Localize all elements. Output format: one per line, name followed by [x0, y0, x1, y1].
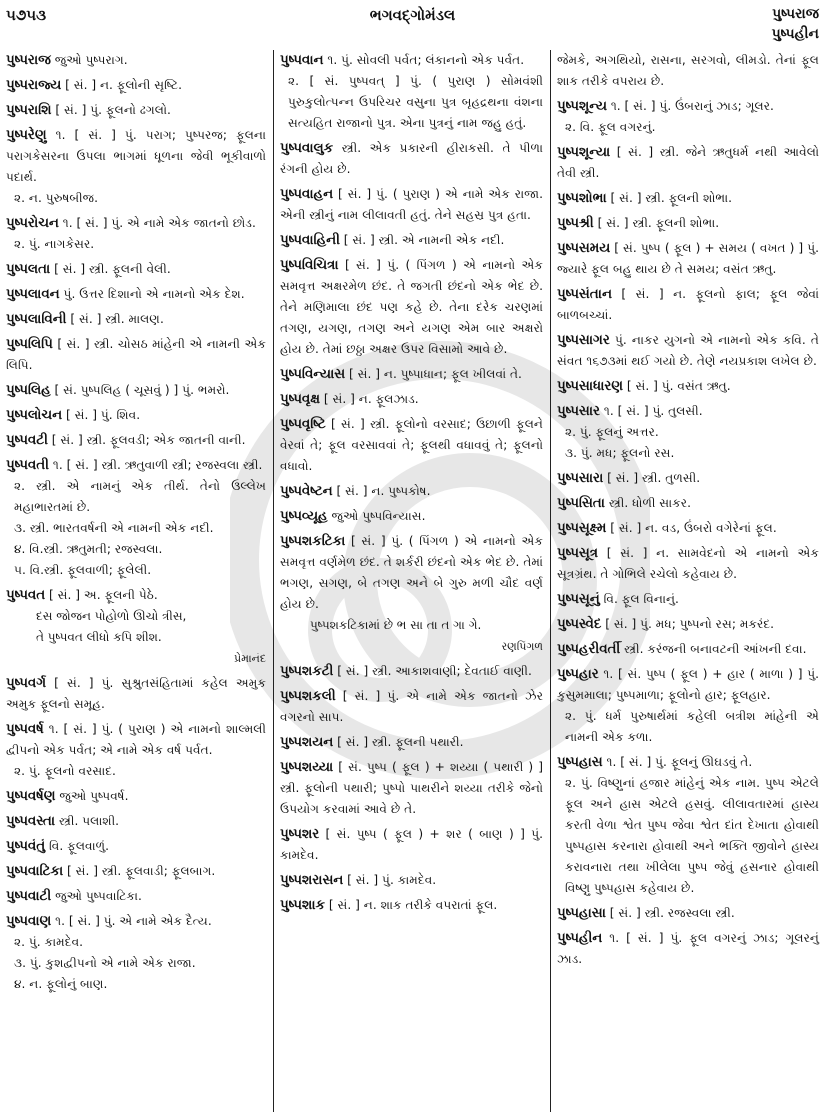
dictionary-entry	[557, 493, 819, 514]
definition: જુઓ પુષ્પરાગ.	[54, 53, 128, 67]
definition: [ સં. ] સ્ત્રી. જેને ઋતુધર્મ નથી આવેલો તેવી સ્ત્રી.	[557, 145, 820, 180]
headword: પુષ્પહરીવર્તી	[557, 642, 621, 657]
headword: પુષ્પવિન્યાસ	[280, 367, 346, 382]
dictionary-entry	[280, 824, 543, 866]
headword: પુષ્પલિહ	[6, 383, 51, 398]
dictionary-entry	[280, 531, 543, 657]
dictionary-entry	[6, 585, 266, 669]
sense: ૨. પું. વિષ્ણુનાં હજાર માંહેનું એક નામ. પુષ્પ એટલે ફૂલ અને હાસ એટલે હસવું. લીલાવતારમાં હાસ્ય કરતી વેળા શ્વેત પુષ્પ જેવા શ્વેત દાંત દેખાતા હોવાથી પુષ્પહાસ કરનારા હોવાથી અને ભક્તિ જીવોને હાસ્ય કરાવનારા તથા ખીલેલા પુષ્પ જેવું હસનાર હોવાથી વિષ્ણુ પુષ્પહાસ કહેવાય છે.	[565, 776, 819, 895]
definition: [ સં. ] ન. પુષ્પકોષ.	[336, 484, 431, 498]
quote-source: પ્રેમાનંદ	[234, 652, 266, 665]
headword: પુષ્પસમય	[557, 241, 611, 256]
dictionary-entry	[280, 50, 543, 134]
definition: [ સં. ] સ્ત્રી. ફૂલની પથારી.	[337, 735, 464, 749]
sense: ૩. પું. કુશદ્વીપનો એ નામે એક રાજા.	[14, 956, 196, 970]
headword: પુષ્પવત	[6, 588, 46, 603]
definition: સ્ત્રી. ધોળી સાકર.	[608, 496, 691, 510]
definition: પું. નાકર યુગનો એ નામનો એક કવિ. તે સંવત ૧૬૭૩માં થઈ ગયો છે. તેણે નયપ્રકાશ લખેલ છે.	[557, 333, 819, 368]
definition: [ સં. ] સ્ત્રી. એ નામની એક નદી.	[343, 233, 505, 247]
dictionary-entry	[557, 238, 819, 280]
headword: પુષ્પવર્ગ	[6, 676, 47, 691]
definition: [ સં. પુષ્પ ( ફૂલ ) + શર ( બાણ ) ] પું. કામદેવ.	[280, 827, 543, 862]
headword: પુષ્પશકટી	[280, 664, 334, 679]
headword: પુષ્પવર્ષણ	[6, 789, 56, 804]
dictionary-entry	[6, 811, 266, 832]
dictionary-entry	[6, 673, 266, 715]
headword: પુષ્પરાજ્ય	[6, 78, 62, 93]
headword: પુષ્પસાર	[557, 404, 600, 419]
dictionary-entry	[280, 732, 543, 753]
dictionary-entry	[6, 380, 266, 401]
dictionary-entry	[6, 50, 266, 71]
column-1	[0, 50, 272, 1112]
headword: પુષ્પવંતું	[6, 839, 46, 854]
headword: પુષ્પસ્વેદ	[557, 617, 602, 632]
definition: [ સં. ] સ્ત્રી. માલણ.	[70, 312, 164, 326]
dictionary-entry	[6, 719, 266, 782]
headword: પુષ્પલાવિની	[6, 312, 67, 327]
dictionary-entry	[280, 364, 543, 385]
dictionary-entry	[280, 506, 543, 527]
headword: પુષ્પવટી	[6, 433, 48, 448]
dictionary-entry	[557, 330, 819, 372]
headword: પુષ્પશૂન્ય	[557, 99, 607, 114]
dictionary-entry	[6, 405, 266, 426]
sense: ૨. પું. ફૂલનું અત્તર.	[565, 425, 659, 439]
headword: પુષ્પવાલુક	[280, 141, 334, 156]
headword: પુષ્પશકલી	[280, 689, 336, 704]
dictionary-entry	[6, 259, 266, 280]
dictionary-entry	[6, 886, 266, 907]
definition: [ સં. ] સ્ત્રી. તુળસી.	[607, 471, 701, 485]
definition: ૧. [ સં. ] પું. ( પુરાણ ) એ નામનો શાલ્મલી દ્વીપનો એક પર્વત; એ નામે એક વર્ષ પર્વત.	[6, 722, 267, 757]
headword: પુષ્પસાધારણ	[557, 379, 623, 394]
quote-source-line	[6, 648, 266, 669]
headword: પુષ્પસારા	[557, 471, 604, 486]
column-3	[550, 50, 825, 1112]
dictionary-entry	[557, 664, 819, 748]
sense: ૨. વિ. ફૂલ વગરનું.	[565, 120, 656, 134]
dictionary-entry	[557, 903, 819, 924]
dictionary-entry	[557, 376, 819, 397]
sense: ૨. સ્ત્રી. એ નામનું એક તીર્થ. તેનો ઉલ્લેખ મહાભારતમાં છે.	[14, 479, 266, 514]
guide-word-last: પુષ્પહીન	[771, 26, 819, 42]
quote-source-line	[280, 636, 543, 657]
headword: પુષ્પસૂત્ર	[557, 546, 599, 561]
definition: [ સં. ] સ્ત્રી. રજસ્વલા સ્ત્રી.	[609, 906, 735, 920]
dictionary-entry	[557, 213, 819, 234]
dictionary-entry	[557, 96, 819, 138]
dictionary-entry	[6, 786, 266, 807]
definition: સ્ત્રી. એક પ્રકારની હીરાકસી. તે પીળા રંગની હોય છે.	[280, 141, 543, 176]
definition: ૧. [ સં. ] પું. ફૂલનું ઊઘડવું તે.	[606, 755, 753, 769]
headword: પુષ્પવાટી	[6, 889, 52, 904]
definition: [ સં. ] સ્ત્રી. ફૂલવાડી; ફૂલબાગ.	[67, 864, 216, 878]
entry-continuation	[557, 50, 819, 92]
dictionary-entry	[557, 284, 819, 326]
headword: પુષ્પહીન	[557, 931, 603, 946]
definition: [ સં. ] ન. પુષ્પાધાન; ફૂલ ખીલવાં તે.	[348, 367, 522, 381]
dictionary-entry	[280, 481, 543, 502]
headword: પુષ્પસૂક્ષ્મ	[557, 521, 607, 536]
sense: ૨. પું. કામદેવ.	[14, 935, 84, 949]
dictionary-entry	[6, 430, 266, 451]
dictionary-entry	[6, 100, 266, 121]
sense: ૨. પું. નાગકેસર.	[14, 237, 95, 251]
dictionary-entry	[280, 184, 543, 226]
dictionary-entry	[280, 661, 543, 682]
dictionary-entry	[557, 518, 819, 539]
definition: [ સં. ] પું. ફૂલનો ઢગલો.	[55, 103, 171, 117]
dictionary-entry	[280, 230, 543, 251]
definition: જેમકે, અગથિયો, રાસના, સરગવો, લીમડો. તેનાં ફૂલ શાક તરીકે વપરાય છે.	[557, 53, 819, 88]
definition: વિ. ફૂલ વિનાનું.	[603, 592, 679, 606]
guide-words	[772, 4, 819, 44]
headword: પુષ્પલિપિ	[6, 337, 53, 352]
dictionary-entry	[280, 895, 543, 916]
dictionary-entry	[557, 928, 819, 970]
dictionary-entry	[6, 455, 266, 581]
quote-line: તે પુષ્પવત લીધો કપિ શીશ.	[36, 630, 162, 644]
headword: પુષ્પશ્રી	[557, 216, 594, 231]
columns	[0, 50, 825, 1112]
headword: પુષ્પવેષ્ટન	[280, 484, 333, 499]
definition: [ સં. ] સ્ત્રી. ફૂલોનો વરસાદ; ઉછાળી ફૂલને વેરવાં તે; ફૂલ વરસાવવાં તે; ફૂલથી વધાવવું તે; ફૂલનો વધાવો.	[280, 417, 543, 473]
dictionary-entry	[557, 188, 819, 209]
headword: પુષ્પસિતા	[557, 496, 605, 511]
definition: [ સં. ] પું. ( પિંગળ ) એ નામનો એક સમવૃત્ત વર્ણમેળ છંદ. તે શર્કરી છંદનો એક ભેદ છે. તેમાં ભગણ, સગણ, બે તગણ અને બે ગુરુ મળી ચૌદ વર્ણ હોય છે.	[280, 534, 543, 611]
definition: પું. ઉત્તર દિશાનો એ નામનો એક દેશ.	[63, 287, 245, 301]
headword: પુષ્પરેણુ	[6, 128, 47, 143]
definition: વિ. ફૂલવાળું.	[49, 839, 110, 853]
dictionary-entry	[280, 757, 543, 820]
definition: ૧. [ સં. ] પું. ફૂલ વગરનું ઝાડ; ગૂલરનું ઝાડ.	[557, 931, 820, 966]
definition: [ સં. પુષ્પ ( ફૂલ ) + સમય ( વખત ) ] પું. જ્યારે ફૂલ બહુ થાય છે તે સમય; વસંત ઋતુ.	[557, 241, 819, 276]
headword: પુષ્પસાગર	[557, 333, 610, 348]
definition: ૧. [ સં. ] પું. પરાગ; પુષ્પરજ; ફૂલના પરાગકેસરના ઉપલા ભાગમાં ધૂળના જેવી ભૂકીવાળો પદાર્થ.	[6, 128, 266, 184]
page-number: ૫૭૫૩	[6, 6, 47, 24]
sense: ૫. વિ.સ્ત્રી. ફૂલવાળી; ફૂલેલી.	[14, 563, 152, 577]
headword: પુષ્પશય્યા	[280, 760, 334, 775]
definition: જુઓ પુષ્પવર્ષ.	[59, 789, 129, 803]
headword: પુષ્પવાન	[280, 53, 324, 68]
headword: પુષ્પસંતાન	[557, 287, 612, 302]
dictionary-entry	[557, 543, 819, 585]
dictionary-entry	[6, 911, 266, 995]
definition: [ સં. ] સ્ત્રી. આકાશવાણી; દેવતાઈ વાણી.	[337, 664, 532, 678]
headword: પુષ્પશાક	[280, 898, 325, 913]
definition: [ સં. ] પું. ( પિંગળ ) એ નામનો એક સમવૃત્ત અક્ષરમેળ છંદ. તે જગતી છંદનો એક ભેદ છે. તેને મણિમાલા છંદ પણ કહે છે. તેના દરેક ચરણમાં તગણ, યગણ, તગણ અને યગણ એમ બાર અક્ષરો હોય છે. તેમાં છઠ્ઠા અક્ષર ઉપર વિસામો આવે છે.	[280, 258, 543, 356]
definition: [ સં. ] ન. ફૂલનો ફાલ; ફૂલ જેવાં બાળબચ્ચાં.	[557, 287, 820, 322]
definition: [ સં. ] પું. એ નામે એક જાતનો ઝેર વગરનો સાપ.	[280, 689, 543, 724]
headword: પુષ્પહાસ	[557, 755, 603, 770]
definition: [ સં. ] ન. ફૂલોની સૃષ્ટિ.	[65, 78, 182, 92]
definition: ૧. [ સં. ] પું. એ નામે એક જાતનો છોડ.	[62, 216, 256, 230]
headword: પુષ્પવૃષ્ટિ	[280, 417, 326, 432]
dictionary-entry	[557, 401, 819, 464]
headword: પુષ્પવૃક્ષ	[280, 392, 320, 407]
page-header	[0, 0, 825, 48]
dictionary-entry	[557, 639, 819, 660]
quote-line: દસ જોજન પોહોળો ઊચો ત્રીસ,	[36, 609, 187, 623]
definition: [ સં. ] પું. વસંત ઋતુ.	[626, 379, 731, 393]
quote-source: રણપિંગળ	[501, 640, 543, 653]
sense: ૨. [ સં. પુષ્પવત્ ] પું. ( પુરાણ ) સોમવંશી પુરુકુલોત્પન્ન ઉપરિચર વસુના પુત્ર બૃહદ્રથના વંશના સત્યહિત રાજાનો પુત્ર. એના પુત્રનું નામ જહુ હતું.	[288, 74, 543, 130]
headword: પુષ્પશકટિકા	[280, 534, 346, 549]
definition: [ સં. ] ન. સામવેદનો એ નામનો એક સૂત્રગ્રંથ. તે ગોભિલે રચેલો કહેવાય છે.	[557, 546, 819, 581]
dictionary-entry	[6, 284, 266, 305]
definition: ૧. [ સં. પુષ્પ ( ફૂલ ) + હાર ( માળા ) ] પું. કુસુમમાલા; પુષ્પમાળા; ફૂલોનો હાર; ફૂલહાર.	[557, 667, 820, 702]
sense: ૩. પું. મધ; ફૂલનો રસ.	[565, 446, 675, 460]
dictionary-entry	[280, 255, 543, 360]
dictionary-entry	[6, 75, 266, 96]
dictionary-entry	[6, 836, 266, 857]
definition: [ સં. ] ન. ફૂલઝાડ.	[323, 392, 419, 406]
dictionary-entry	[557, 752, 819, 899]
dictionary-entry	[280, 414, 543, 477]
dictionary-entry	[6, 309, 266, 330]
running-title: ભગવદ્ગોમંડલ	[369, 6, 456, 24]
definition: [ સં. ] સ્ત્રી. ફૂલની વેલી.	[54, 262, 171, 276]
definition: સ્ત્રી. પલાશી.	[58, 814, 120, 828]
sense: ૨. પું. ધર્મ પુરુષાર્થમાં કહેલી બત્રીશ માંહેની એ નામની એક કળા.	[565, 709, 819, 744]
headword: પુષ્પશૂન્યા	[557, 145, 611, 160]
definition: [ સં. ] ન. વડ, ઉંબરો વગેરેનાં ફૂલ.	[610, 521, 777, 535]
headword: પુષ્પવાહન	[280, 187, 334, 202]
definition: સ્ત્રી. કરંજની બનાવટની આંખની દવા.	[624, 642, 807, 656]
sense: ૨. ન. પુરુષબીજ.	[14, 191, 99, 205]
definition: [ સં. ] પું. શિવ.	[65, 408, 141, 422]
dictionary-entry	[280, 870, 543, 891]
dictionary-entry	[280, 686, 543, 728]
headword: પુષ્પશરાસન	[280, 873, 344, 888]
definition: [ સં. ] સ્ત્રી. ફૂલની શોભા.	[597, 216, 720, 230]
sense: ૨. પું. ફૂલનો વરસાદ.	[14, 764, 116, 778]
definition: [ સં. ] પું. કામદેવ.	[347, 873, 437, 887]
sense: ૪. વિ.સ્ત્રી. ઋતુમતી; રજસ્વલા.	[14, 542, 163, 556]
dictionary-entry	[6, 125, 266, 209]
definition: [ સં. પુષ્પ ( ફૂલ ) + શય્યા ( પથારી ) ] સ્ત્રી. ફૂલોની પથારી; પુષ્પો પાથરીને શય્યા તરીકે જેનો ઉપયોગ કરવામાં આવે છે તે.	[280, 760, 543, 816]
definition: [ સં. ] પું. ( પુરાણ ) એ નામે એક રાજા. એની સ્ત્રીનું નામ લીલાવતી હતું. તેને સહસ્ર પુત્ર હતા.	[280, 187, 544, 222]
dictionary-entry	[557, 614, 819, 635]
sense: ૩. સ્ત્રી. ભારતવર્ષની એ નામની એક નદી.	[14, 521, 214, 535]
definition: [ સં. ] સ્ત્રી. ચોસઠ માંહેની એ નામની એક લિપિ.	[6, 337, 266, 372]
headword: પુષ્પશર	[280, 827, 320, 842]
headword: પુષ્પરાજ	[6, 53, 51, 68]
headword: પુષ્પશયન	[280, 735, 334, 750]
definition: ૧. [ સં. ] સ્ત્રી. ઋતુવાળી સ્ત્રી; રજસ્વલા સ્ત્રી.	[52, 458, 263, 472]
definition: ૧. [ સં. ] પું. એ નામે એક દૈત્ય.	[55, 914, 212, 928]
dictionary-entry	[557, 468, 819, 489]
dictionary-entry	[557, 589, 819, 610]
definition: જુઓ પુષ્પવાટિકા.	[55, 889, 142, 903]
dictionary-entry	[557, 142, 819, 184]
headword: પુષ્પલોચન	[6, 408, 63, 423]
headword: પુષ્પસૂનું	[557, 592, 600, 607]
headword: પુષ્પવતી	[6, 458, 49, 473]
column-2	[273, 50, 549, 1112]
sense: ૪. ન. ફૂલોનું બાણ.	[14, 977, 108, 991]
definition: [ સં. ] પું. મધ; પુષ્પનો રસ; મકરંદ.	[605, 617, 775, 631]
headword: પુષ્પવાણ	[6, 914, 52, 929]
headword: પુષ્પહાસા	[557, 906, 606, 921]
dictionary-entry	[6, 213, 266, 255]
definition: [ સં. ] સ્ત્રી. ફૂલની શોભા.	[610, 191, 733, 205]
definition: ૧. [ સં. ] પું. તુલસી.	[603, 404, 703, 418]
headword: પુષ્પવિચિત્રા	[280, 258, 339, 273]
definition: જુઓ પુષ્પવિન્યાસ.	[331, 509, 426, 523]
headword: પુષ્પલતા	[6, 262, 51, 277]
definition: [ સં. ] ન. શાક તરીકે વપરાતાં ફૂલ.	[328, 898, 498, 912]
headword: પુષ્પલાવન	[6, 287, 60, 302]
dictionary-entry	[280, 138, 543, 180]
quote-line: પુષ્પશકટિકામાં છે ભ સા તા ત ગા ગે.	[310, 618, 482, 632]
headword: પુષ્પરોચન	[6, 216, 59, 231]
dictionary-entry	[280, 389, 543, 410]
headword: પુષ્પવાહિની	[280, 233, 340, 248]
headword: પુષ્પવસ્તા	[6, 814, 56, 829]
guide-word-first: પુષ્પરાજ	[772, 6, 819, 22]
headword: પુષ્પવાટિકા	[6, 864, 64, 879]
headword: પુષ્પશોભા	[557, 191, 607, 206]
definition: [ સં. ] પું. સુશ્રુતસંહિતામાં કહેલ અમુક અમુક ફૂલનો સમૂહ.	[6, 676, 266, 711]
definition: [ સં. ] અ. ફૂલની પેઠે.	[49, 588, 158, 602]
headword: પુષ્પરાશિ	[6, 103, 52, 118]
definition: ૧. પું. સોવલી પર્વત; લંકાનનો એક પર્વત.	[327, 53, 525, 67]
headword: પુષ્પવર્ષ	[6, 722, 44, 737]
dictionary-entry	[6, 334, 266, 376]
dictionary-entry	[6, 861, 266, 882]
headword: પુષ્પવ્યૂહ	[280, 509, 328, 524]
definition: [ સં. ] સ્ત્રી. ફૂલવડી; એક જાતની વાની.	[51, 433, 246, 447]
headword: પુષ્પહાર	[557, 667, 599, 682]
definition: [ સં. પુષ્પલિહ ( ચૂસવું ) ] પું. ભમરો.	[54, 383, 230, 397]
definition: ૧. [ સં. ] પું. ઉંબરાનું ઝાડ; ગૂલર.	[610, 99, 774, 113]
